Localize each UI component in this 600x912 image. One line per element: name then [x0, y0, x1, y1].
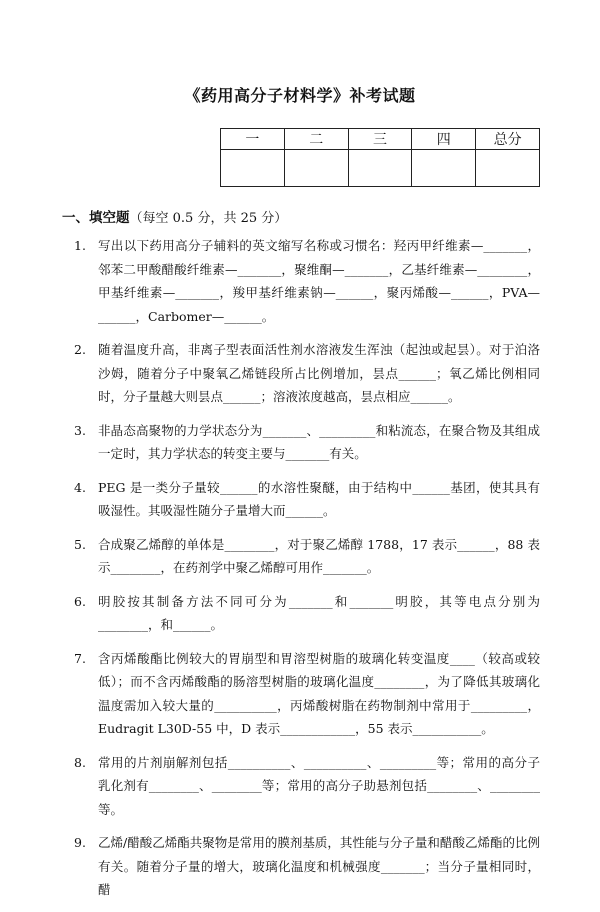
question-number: 7. [74, 650, 86, 666]
question-text: 合成聚乙烯醇的单体是________，对于聚乙烯醇 1788，17 表示______，88 表示________，在药剂学中聚乙烯醇可用作_______。 [98, 536, 540, 575]
question-item [62, 647, 540, 741]
question-item [62, 338, 540, 409]
score-blank-cell [348, 150, 412, 187]
question-item [62, 751, 540, 822]
question-item [62, 476, 540, 523]
question-text: 明胶按其制备方法不同可分为_______和_______明胶，其等电点分别为________，和______。 [98, 593, 540, 632]
score-header-cell: 四 [412, 129, 476, 150]
question-item [62, 533, 540, 580]
score-table-blank-row [221, 150, 540, 187]
score-header-cell: 二 [284, 129, 348, 150]
question-number: 2. [74, 342, 86, 357]
question-number: 9. [74, 835, 86, 850]
question-list [62, 234, 540, 912]
score-header-cell: 总分 [476, 129, 540, 150]
score-header-cell: 三 [348, 129, 412, 150]
question-item [62, 590, 540, 637]
section-score-note: （每空 0.5 分，共 25 分） [129, 211, 288, 226]
section-heading [62, 206, 287, 226]
score-blank-cell [476, 150, 540, 187]
question-number: 6. [74, 593, 86, 609]
question-text: 乙烯/醋酸乙烯酯共聚物是常用的膜剂基质，其性能与分子量和醋酸乙烯酯的比例有关。随着分子量的增大，玻璃化温度和机械强度_______；当分子量相同时，醋 [98, 835, 540, 897]
question-number: 3. [74, 422, 86, 438]
question-number: 8. [74, 754, 86, 770]
question-item [62, 234, 540, 328]
question-number: 4. [74, 479, 86, 495]
exam-title: 《药用高分子材料学》补考试题 [184, 86, 416, 105]
question-item [62, 831, 540, 902]
score-blank-cell [221, 150, 285, 187]
section-title: 一、填空题 [62, 210, 130, 226]
question-text: PEG 是一类分子量较______的水溶性聚醚，由于结构中______基团，使其具有吸湿性。其吸湿性随分子量增大而______。 [98, 479, 540, 518]
question-text: 常用的片剂崩解剂包括__________、__________、_________等；常用的高分子乳化剂有________、________等；常用的高分子助悬剂包括________、________等。 [98, 754, 540, 817]
question-text: 随着温度升高，非离子型表面活性剂水溶液发生浑浊（起浊或起昙）。对于泊洛沙姆，随着分子中聚氧乙烯链段所占比例增加，昙点______；氧乙烯比例相同时，分子量越大则昙点______；溶液浓度越高，昙点相应______。 [98, 342, 540, 404]
score-blank-cell [284, 150, 348, 187]
question-text: 含丙烯酸酯比例较大的胃崩型和胃溶型树脂的玻璃化转变温度____（较高或较低）；而不含丙烯酸酯的肠溶型树脂的玻璃化温度________，为了降低其玻璃化温度需加入较大量的__________，丙烯酸树脂在药物制剂中常用于_________，Eudragit L30D-55 中，D 表示____________，55 表示___________。 [98, 650, 540, 736]
score-blank-cell [412, 150, 476, 187]
question-number: 1. [74, 238, 86, 253]
score-table [220, 128, 540, 187]
score-header-cell: 一 [221, 129, 285, 150]
question-item [62, 419, 540, 466]
question-text: 写出以下药用高分子辅料的英文缩写名称或习惯名：羟丙甲纤维素—_______，邻苯二甲酸醋酸纤维素—_______，聚维酮—_______，乙基纤维素—________，甲基纤维素—_______，羧甲基纤维素钠—______，聚丙烯酸—______，PVA—______，Carbomer—______。 [98, 238, 540, 324]
question-text: 非晶态高聚物的力学状态分为_______、_________和粘流态，在聚合物及其组成一定时，其力学状态的转变主要与_______有关。 [98, 422, 540, 461]
score-table-header-row [221, 129, 540, 150]
question-number: 5. [74, 536, 86, 552]
